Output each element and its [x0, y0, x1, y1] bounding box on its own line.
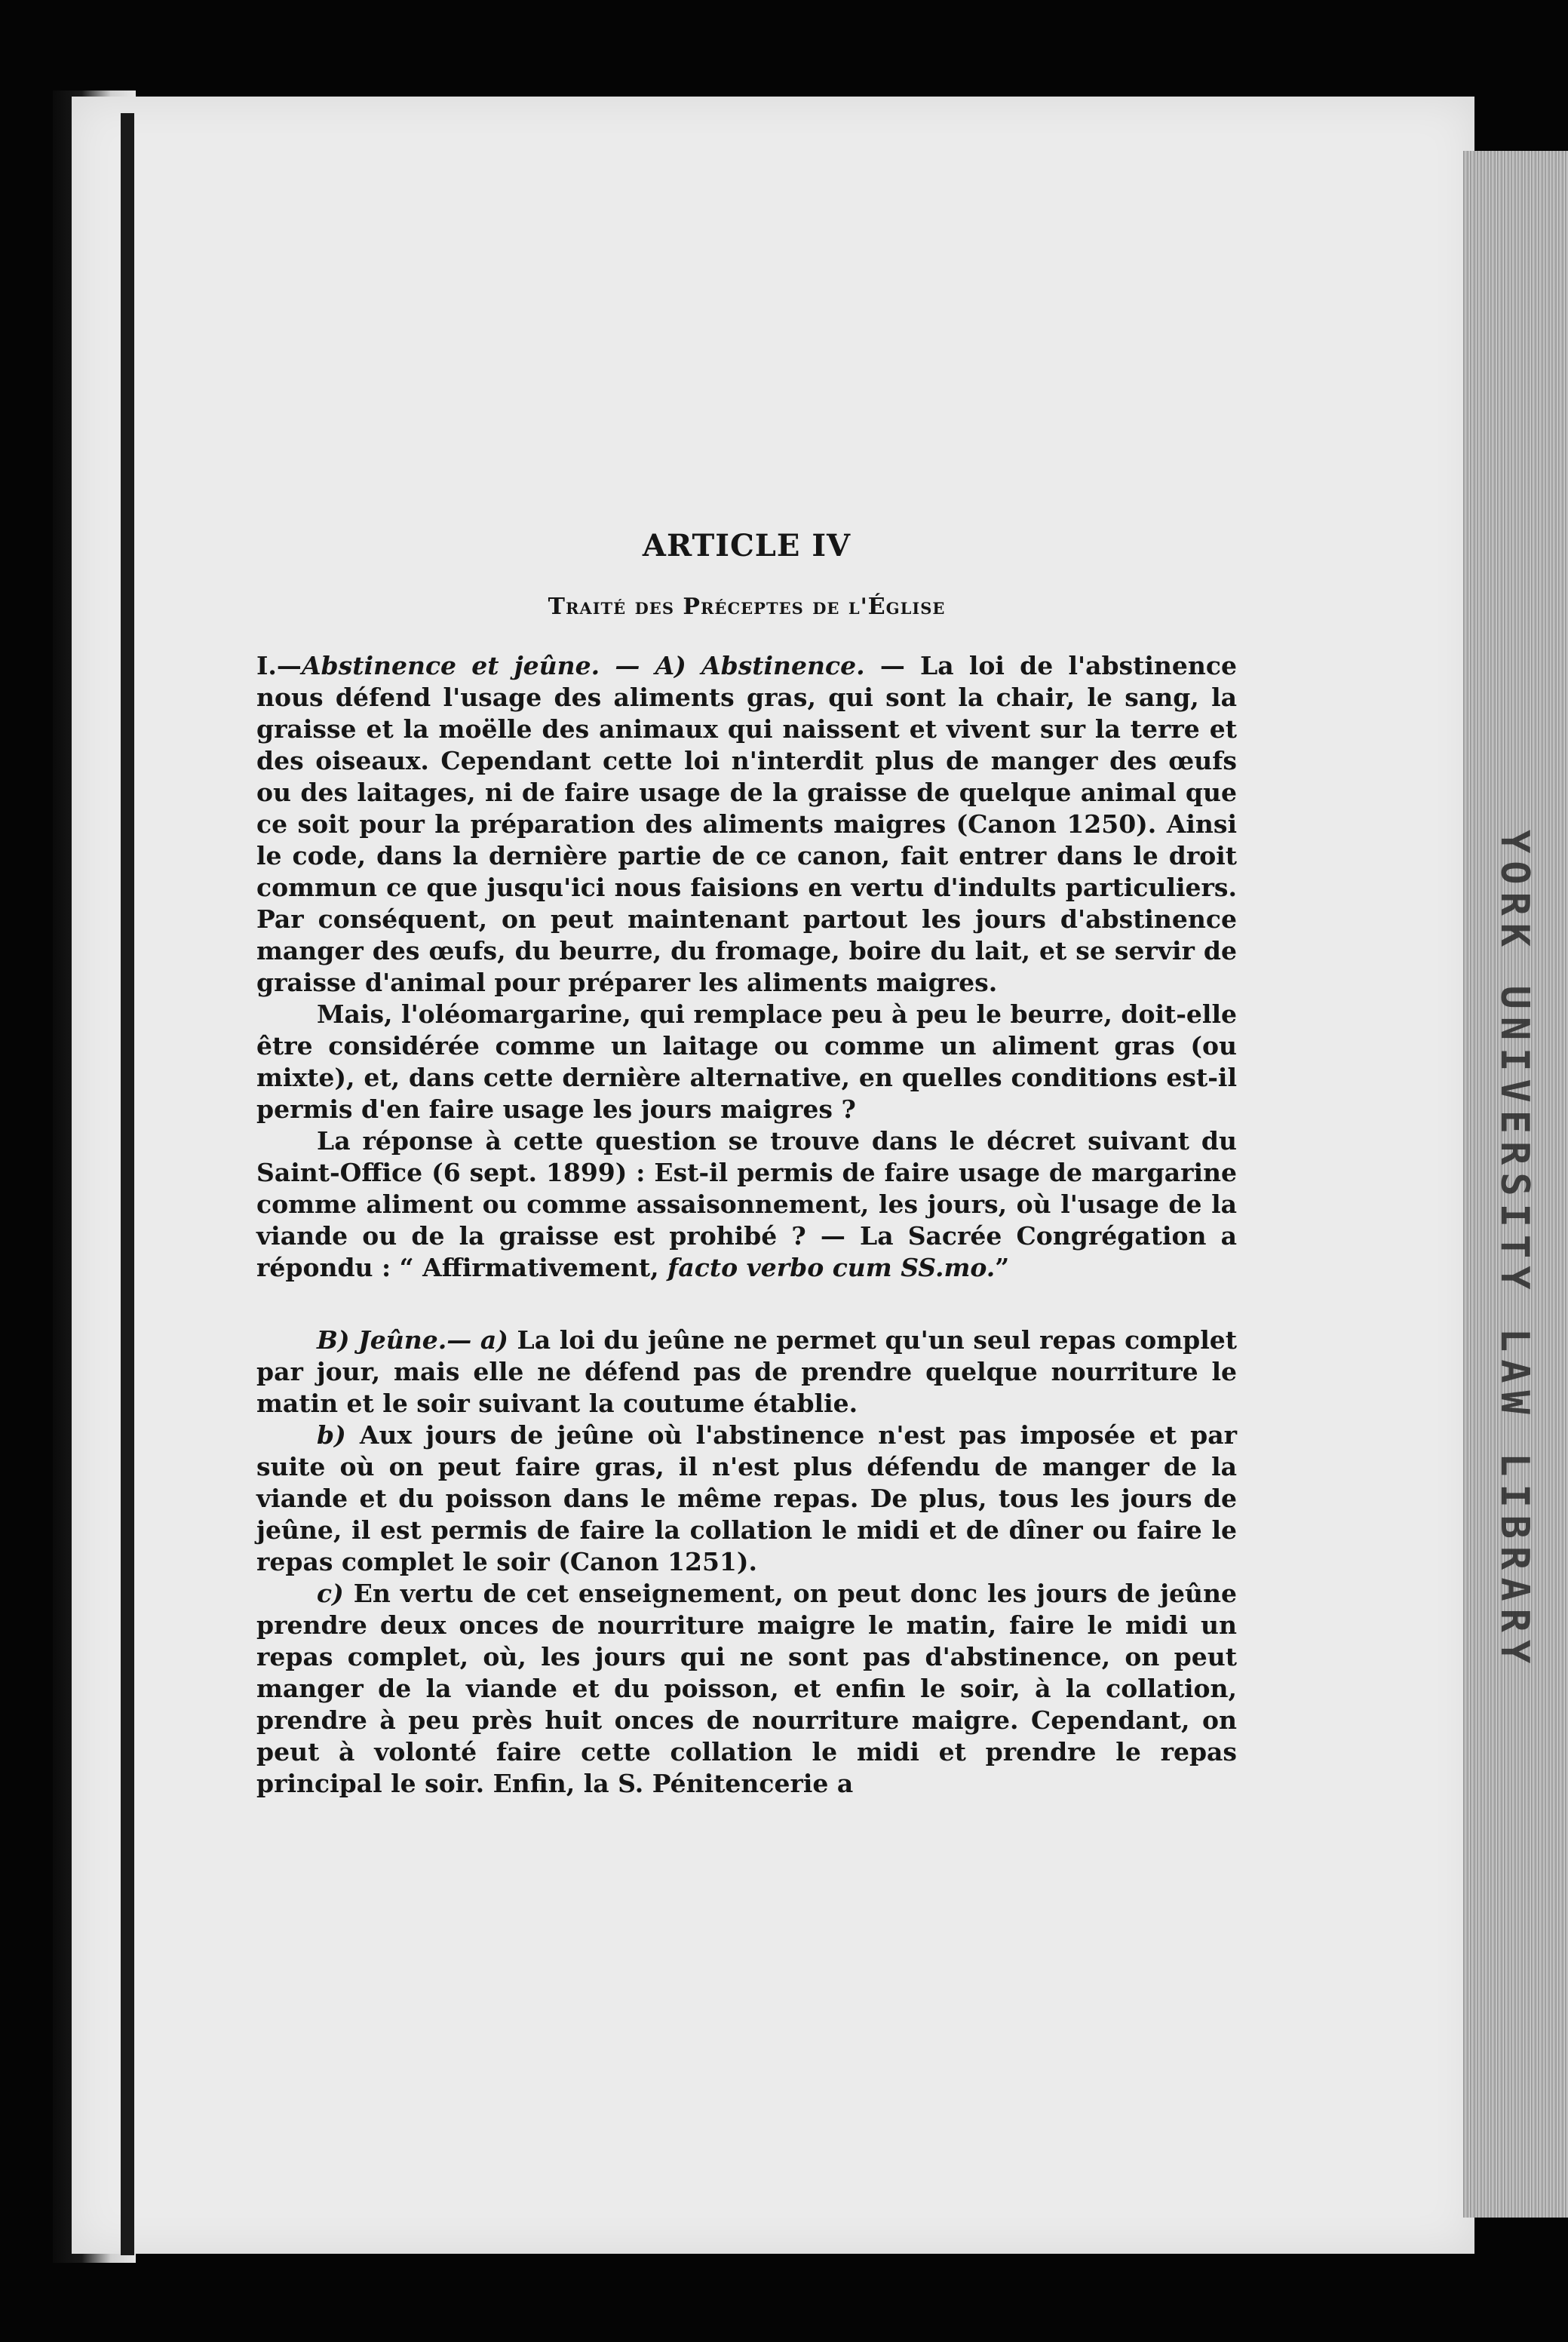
- paragraph-text: — La loi de l'abstinence nous défend l'usage des aliments gras, qui sont la chair, le sang, la graisse et la moëlle des animaux qui naissent et vivent sur la terre et des oiseaux. Cependant cette loi n'interdit plus de manger des œufs ou des laitages, ni de faire usage de la graisse de quelque animal que ce soit pour la préparation des aliments maigres (Canon 1250). Ainsi le code, dans la dernière partie de ce canon, fait entrer dans le droit commun ce que jusqu'ici nous faisions en vertu d'indults particuliers. Par conséquent, on peut maintenant partout les jours d'abstinence manger des œufs, du beurre, du fromage, boire du lait, et se servir de graisse d'animal pour préparer les aliments maigres.: [256, 651, 1237, 997]
- paragraph-decree: [256, 1125, 1237, 1284]
- paragraph-text: En vertu de cet enseignement, on peut donc les jours de jeûne prendre deux onces de nourriture maigre le matin, faire le midi un repas complet, où, les jours qui ne sont pas d'abstinence, on peut manger de la viande et du poisson, et enfin le soir, à la collation, prendre à peu près huit onces de nourriture maigre. Cependant, on peut à volonté faire cette collation le midi et prendre le repas principal le soir. Enfin, la S. Pénitencerie a: [256, 1579, 1237, 1798]
- paragraph-lead: b): [317, 1420, 346, 1450]
- paragraph-lead: c): [317, 1579, 344, 1608]
- paragraph-jeune-c: [256, 1578, 1237, 1800]
- section-heading: Traité des Préceptes de l'Église: [548, 594, 946, 620]
- paragraph-lead: Abstinence et jeûne. — A) Abstinence.: [301, 651, 865, 680]
- paragraph-number: I.—: [256, 651, 302, 680]
- paragraph-jeune-a: [256, 1324, 1237, 1420]
- article-heading: ARTICLE IV: [642, 528, 852, 563]
- spine-shadow: [121, 113, 134, 2255]
- paragraph-italic-tail: facto verbo cum SS.mo.: [667, 1253, 996, 1282]
- library-stamp: YORK UNIVERSITY LAW LIBRARY: [1492, 830, 1537, 1671]
- paragraph-lead: B) Jeûne.— a): [317, 1325, 508, 1355]
- paragraph-margarine: Mais, l'oléomargarine, qui remplace peu à peu le beurre, doit-elle être considérée comme un laitage ou comme un aliment gras (ou mixte), et, dans cette dernière alternative, en quelles conditions est-il permis d'en faire usage les jours maigres ?: [256, 999, 1237, 1124]
- paragraph-abstinence: [256, 650, 1237, 999]
- closing-quote: ”: [995, 1253, 1010, 1282]
- page-content: [256, 528, 1237, 1800]
- paragraph-text: La réponse à cette question se trouve dans le décret suivant du Saint-Office (6 sept. 1899) : Est-il permis de faire usage de margarine comme aliment ou comme assaisonnement, les jours, où l'usage de la viande ou de la graisse est prohibé ? — La Sacrée Congrégation a répondu : “ Affirmativement,: [256, 1126, 1237, 1282]
- paragraph-text: Aux jours de jeûne où l'abstinence n'est pas imposée et par suite où on peut faire gras, il n'est plus défendu de manger de la viande et du poisson dans le même repas. De plus, tous les jours de jeûne, il est permis de faire la collation le midi et de dîner ou faire le repas complet le soir (Canon 1251).: [256, 1420, 1237, 1576]
- paragraph-text: La loi du jeûne ne permet qu'un seul repas complet par jour, mais elle ne défend pas de prendre quelque nourriture le matin et le soir suivant la coutume établie.: [256, 1325, 1238, 1418]
- paragraph-jeune-b: [256, 1420, 1237, 1578]
